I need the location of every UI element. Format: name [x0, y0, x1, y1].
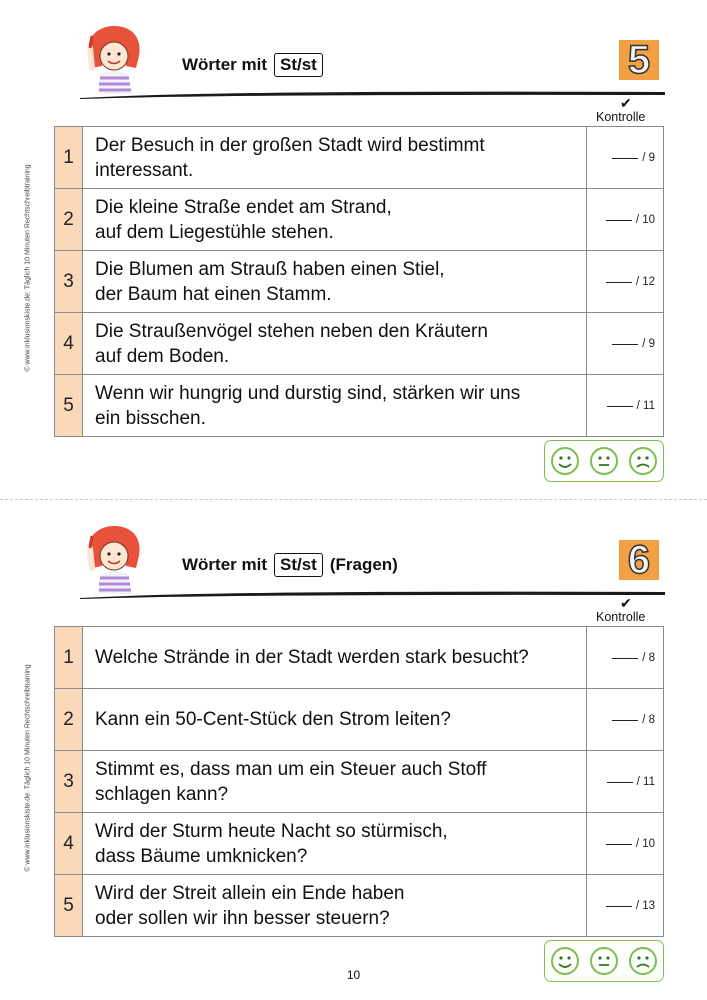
title-prefix: Wörter mit: [182, 55, 267, 74]
score-field[interactable]: / 11: [587, 751, 664, 813]
score-field[interactable]: / 10: [587, 189, 664, 251]
row-number: 3: [55, 251, 83, 313]
sad-smiley-icon[interactable]: [628, 446, 658, 476]
table-row: [55, 627, 664, 689]
row-number: 5: [55, 875, 83, 937]
happy-smiley-icon[interactable]: [550, 446, 580, 476]
section-number-badge: 6: [619, 540, 659, 580]
score-field[interactable]: / 10: [587, 813, 664, 875]
sentence-text: Stimmt es, dass man um ein Steuer auch Stoff schlagen kann?: [83, 751, 587, 813]
row-number: 3: [55, 751, 83, 813]
table-row: [55, 375, 664, 437]
row-number: 1: [55, 627, 83, 689]
score-field[interactable]: / 13: [587, 875, 664, 937]
sentence-text: Die Straußenvögel stehen neben den Kräutern auf dem Boden.: [83, 313, 587, 375]
header-swoosh-line: [80, 582, 665, 604]
neutral-smiley-icon[interactable]: [589, 446, 619, 476]
sentence-text: Die Blumen am Strauß haben einen Stiel, der Baum hat einen Stamm.: [83, 251, 587, 313]
score-field[interactable]: / 8: [587, 689, 664, 751]
table-row: [55, 875, 664, 937]
section-title: [182, 50, 330, 80]
checkmark-icon: ✔: [620, 595, 632, 611]
row-number: 1: [55, 127, 83, 189]
kontrolle-label: Kontrolle: [596, 610, 646, 624]
copyright-vertical: © www.inklusionskiste.de: Täglich 10 Minuten Rechtschreibtraining: [24, 164, 32, 372]
table-row: [55, 127, 664, 189]
sentence-text: Welche Strände in der Stadt werden stark besucht?: [83, 627, 587, 689]
title-suffix: (Fragen): [329, 555, 398, 574]
copyright-vertical: © www.inklusionskiste.de: Täglich 10 Minuten Rechtschreibtraining: [24, 664, 32, 872]
table-row: [55, 189, 664, 251]
sentence-text: Der Besuch in der großen Stadt wird bestimmt interessant.: [83, 127, 587, 189]
table-row: [55, 751, 664, 813]
sentence-text: Wenn wir hungrig und durstig sind, stärken wir uns ein bisschen.: [83, 375, 587, 437]
score-field[interactable]: / 9: [587, 313, 664, 375]
title-boxed-word: St/st: [274, 553, 323, 577]
sentence-text: Wird der Sturm heute Nacht so stürmisch, dass Bäume umknicken?: [83, 813, 587, 875]
row-number: 5: [55, 375, 83, 437]
title-prefix: Wörter mit: [182, 555, 267, 574]
score-field[interactable]: / 8: [587, 627, 664, 689]
score-field[interactable]: / 12: [587, 251, 664, 313]
row-number: 4: [55, 313, 83, 375]
row-number: 2: [55, 689, 83, 751]
sentence-table: [54, 626, 664, 937]
sentence-table: [54, 126, 664, 437]
row-number: 2: [55, 189, 83, 251]
exercise-section-6: [0, 500, 707, 1000]
sentence-text: Die kleine Straße endet am Strand, auf dem Liegestühle stehen.: [83, 189, 587, 251]
table-row: [55, 813, 664, 875]
sentence-text: Kann ein 50-Cent-Stück den Strom leiten?: [83, 689, 587, 751]
page-number: 10: [346, 968, 361, 982]
section-title: [182, 550, 398, 580]
section-number-badge: 5: [619, 40, 659, 80]
self-assessment-smileys: [544, 440, 664, 482]
title-boxed-word: St/st: [274, 53, 323, 77]
sentence-text: Wird der Streit allein ein Ende haben oder sollen wir ihn besser steuern?: [83, 875, 587, 937]
table-row: [55, 251, 664, 313]
checkmark-icon: ✔: [620, 95, 632, 111]
kontrolle-label: Kontrolle: [596, 110, 646, 124]
table-row: [55, 689, 664, 751]
score-field[interactable]: / 9: [587, 127, 664, 189]
header-swoosh-line: [80, 82, 665, 104]
row-number: 4: [55, 813, 83, 875]
table-row: [55, 313, 664, 375]
score-field[interactable]: / 11: [587, 375, 664, 437]
